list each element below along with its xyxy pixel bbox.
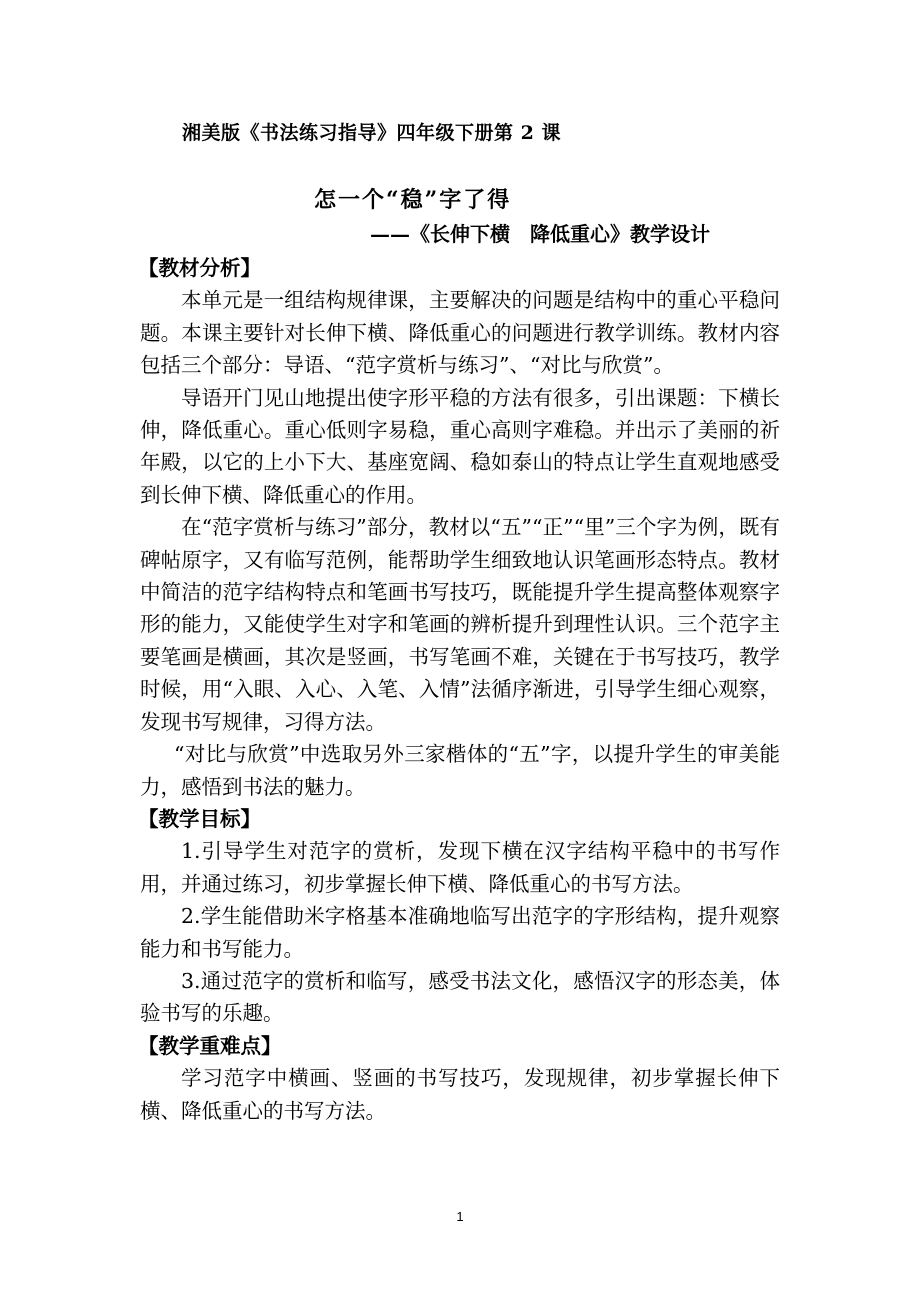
- paragraph: 2.学生能借助米字格基本准确地临写出范字的字形结构，提升观察能力和书写能力。: [140, 904, 780, 961]
- paragraph: 导语开门见山地提出使字形平稳的方法有很多，引出课题：下横长伸，降低重心。重心低则字易稳，重心高则字难稳。并出示了美丽的祈年殿，以它的上小下大、基座宽阔、稳如泰山的特点让学生直观地感受到长伸下横、降低重心的作用。: [140, 385, 780, 507]
- paragraph: 1.引导学生对范字的赏析，发现下横在汉字结构平稳中的书写作用，并通过练习，初步掌握长伸下横、降低重心的书写方法。: [140, 839, 780, 896]
- paragraph: 3.通过范字的赏析和临写，感受书法文化，感悟汉字的形态美，体验书写的乐趣。: [140, 968, 780, 1026]
- paragraph: 本单元是一组结构规律课，主要解决的问题是结构中的重心平稳问题。本课主要针对长伸下横、降低重心的问题进行教学训练。教材内容包括三个部分：导语、“范字赏析与练习”、“对比与欣赏”。: [140, 288, 780, 378]
- page-title: 怎一个“稳”字了得: [314, 187, 512, 213]
- document-body: [140, 252, 780, 1127]
- section-heading-key-points: 【教学重难点】: [138, 1033, 282, 1058]
- page-subtitle: ——《长伸下横 降低重心》教学设计: [370, 222, 710, 246]
- paragraph: 学习范字中横画、竖画的书写技巧，发现规律，初步掌握长伸下横、降低重心的书写方法。: [140, 1066, 780, 1123]
- paragraph: 在“范字赏析与练习”部分，教材以“五”“正”“里”三个字为例，既有碑帖原字，又有临写范例，能帮助学生细致地认识笔画形态特点。教材中简洁的范字结构特点和笔画书写技巧，既能提升学生提高整体观察字形的能力，又能使学生对字和笔画的辨析提升到理性认识。三个范字主要笔画是横画，其次是竖画，书写笔画不难，关键在于书写技巧，教学时候，用“入眼、入心、入笔、入情”法循序渐进，引导学生细心观察，发现书写规律，习得方法。: [140, 515, 780, 734]
- section-heading-goals: 【教学目标】: [138, 806, 261, 831]
- section-heading-analysis: 【教材分析】: [138, 256, 261, 280]
- page-number: 1: [456, 1209, 464, 1224]
- paragraph: “对比与欣赏”中选取另外三家楷体的“五”字，以提升学生的审美能力，感悟到书法的魅力。: [140, 742, 780, 799]
- course-header: 湘美版《书法练习指导》四年级下册第 2 课: [182, 122, 561, 144]
